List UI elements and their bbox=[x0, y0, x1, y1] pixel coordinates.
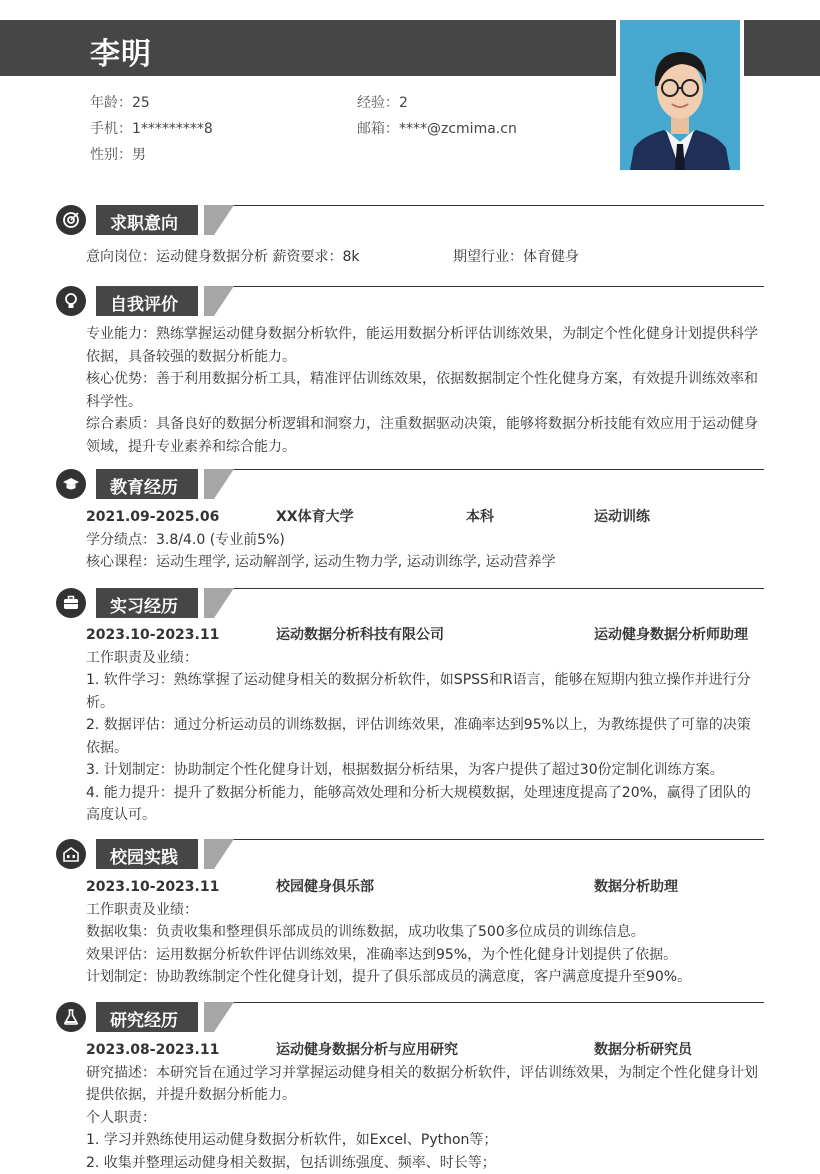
research-project: 运动健身数据分析与应用研究 bbox=[276, 1039, 458, 1062]
section-body bbox=[86, 624, 764, 827]
campus-date: 2023.10-2023.11 bbox=[86, 876, 219, 899]
education-degree: 本科 bbox=[466, 506, 494, 529]
campus-line: 效果评估：运用数据分析软件评估训练效果，准确率达到95%，为个性化健身计划提供了依据。 bbox=[86, 944, 764, 967]
section-body bbox=[86, 506, 764, 574]
section-title: 求职意向 bbox=[110, 209, 178, 234]
target-icon bbox=[56, 205, 86, 235]
internship-line: 2. 数据评估：通过分析运动员的训练数据，评估训练效果，准确率达到95%以上，为教练提供了可靠的决策依据。 bbox=[86, 714, 764, 759]
internship-line: 4. 能力提升：提升了数据分析能力，能够高效处理和分析大规模数据，处理速度提高了20%，赢得了团队的高度认可。 bbox=[86, 782, 764, 827]
campus-line: 工作职责及业绩： bbox=[86, 899, 764, 922]
campus-org: 校园健身俱乐部 bbox=[276, 876, 374, 899]
section-title: 自我评价 bbox=[110, 290, 178, 315]
research-role: 数据分析研究员 bbox=[594, 1039, 692, 1062]
section-title: 教育经历 bbox=[110, 473, 178, 498]
internship-line: 3. 计划制定：协助制定个性化健身计划，根据数据分析结果，为客户提供了超过30份定制化训练方案。 bbox=[86, 759, 764, 782]
intent-position-salary: 意向岗位：运动健身数据分析 薪资要求：8k bbox=[86, 246, 359, 269]
campus-header-row bbox=[86, 876, 764, 899]
research-date: 2023.08-2023.11 bbox=[86, 1039, 219, 1062]
campus-line: 数据收集：负责收集和整理俱乐部成员的训练数据，成功收集了500多位成员的训练信息。 bbox=[86, 921, 764, 944]
experience-field: 经验：2 bbox=[357, 92, 408, 112]
education-courses: 核心课程：运动生理学, 运动解剖学, 运动生物力学, 运动训练学, 运动营养学 bbox=[86, 551, 764, 574]
email-field: 邮箱：****@zcmima.cn bbox=[357, 118, 517, 138]
research-line: 2. 收集并整理运动健身相关数据，包括训练强度、频率、时长等； bbox=[86, 1152, 764, 1174]
section-body bbox=[86, 323, 764, 458]
flask-icon bbox=[56, 1002, 86, 1032]
self-eval-paragraph: 核心优势：善于利用数据分析工具，精准评估训练效果，依据数据制定个性化健身方案，有效提升训练效率和科学性。 bbox=[86, 368, 764, 413]
age-field: 年龄：25 bbox=[90, 92, 150, 112]
section-title: 校园实践 bbox=[110, 843, 178, 868]
candidate-name: 李明 bbox=[90, 29, 152, 73]
education-date: 2021.09-2025.06 bbox=[86, 506, 219, 529]
campus-building-icon bbox=[56, 839, 86, 869]
phone-field: 手机：1*********8 bbox=[90, 118, 213, 138]
campus-line: 计划制定：协助教练制定个性化健身计划，提升了俱乐部成员的满意度，客户满意度提升至90%。 bbox=[86, 966, 764, 989]
campus-role: 数据分析助理 bbox=[594, 876, 678, 899]
education-school: XX体育大学 bbox=[276, 506, 354, 529]
internship-line: 工作职责及业绩： bbox=[86, 647, 764, 670]
education-header-row bbox=[86, 506, 764, 529]
research-line: 1. 学习并熟练使用运动健身数据分析软件，如Excel、Python等； bbox=[86, 1129, 764, 1152]
section-body bbox=[86, 246, 764, 269]
profile-photo bbox=[620, 20, 740, 170]
education-gpa: 学分绩点：3.8/4.0 (专业前5%) bbox=[86, 529, 764, 552]
research-line: 研究描述：本研究旨在通过学习并掌握运动健身相关的数据分析软件，评估训练效果，为制定个性化健身计划提供依据，并提升数据分析能力。 bbox=[86, 1062, 764, 1107]
internship-date: 2023.10-2023.11 bbox=[86, 624, 219, 647]
gender-field: 性别：男 bbox=[90, 144, 146, 164]
briefcase-icon bbox=[56, 588, 86, 618]
self-eval-paragraph: 专业能力：熟练掌握运动健身数据分析软件，能运用数据分析评估训练效果，为制定个性化健身计划提供科学依据，具备较强的数据分析能力。 bbox=[86, 323, 764, 368]
header-bar-right bbox=[744, 20, 820, 76]
internship-company: 运动数据分析科技有限公司 bbox=[276, 624, 444, 647]
section-title: 实习经历 bbox=[110, 592, 178, 617]
internship-header-row bbox=[86, 624, 764, 647]
intent-industry: 期望行业：体育健身 bbox=[453, 246, 579, 269]
section-body bbox=[86, 1039, 764, 1174]
section-body bbox=[86, 876, 764, 989]
bulb-icon bbox=[56, 286, 86, 316]
internship-line: 1. 软件学习：熟练掌握了运动健身相关的数据分析软件，如SPSS和R语言，能够在短期内独立操作并进行分析。 bbox=[86, 669, 764, 714]
internship-role: 运动健身数据分析师助理 bbox=[594, 624, 748, 647]
section-title: 研究经历 bbox=[110, 1006, 178, 1031]
self-eval-paragraph: 综合素质：具备良好的数据分析逻辑和洞察力，注重数据驱动决策，能够将数据分析技能有效应用于运动健身领域，提升专业素养和综合能力。 bbox=[86, 413, 764, 458]
graduation-cap-icon bbox=[56, 469, 86, 499]
research-header-row bbox=[86, 1039, 764, 1062]
education-major: 运动训练 bbox=[594, 506, 650, 529]
research-line: 个人职责： bbox=[86, 1107, 764, 1130]
